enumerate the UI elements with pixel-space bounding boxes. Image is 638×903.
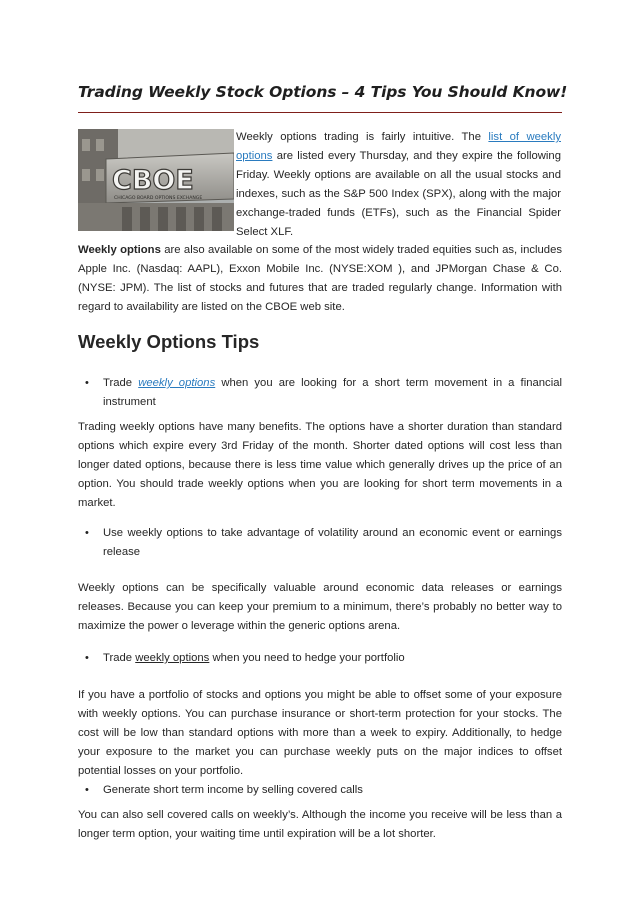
weekly-options-link[interactable]: weekly options (138, 377, 216, 389)
list-of-weekly-options-link[interactable]: list of weekly options (236, 131, 561, 162)
tip-1-post: when you are looking for a short term movement in a financial instrument (103, 377, 562, 408)
section-heading: Weekly Options Tips (78, 331, 260, 352)
tip-3-pre: Trade (103, 652, 136, 664)
tip-2-text: Use weekly options to take advantage of volatility around an economic event or earnings release (103, 527, 562, 558)
benefits-paragraph: Trading weekly options have many benefits. The options have a shorter duration than standard options which expire every 3rd Friday of the month. Shorter dated options will cost less than longer dated options, because there is less time value which generally drives up the price of an option. You should trade weekly options when you are looking for short term movements in a market. (78, 421, 562, 509)
cboe-sign-text: CBOE (112, 165, 194, 196)
intro-text-start: Weekly options trading is fairly intuitive. The (236, 131, 489, 143)
cboe-building-photo (78, 129, 234, 231)
title-underline (78, 112, 562, 113)
tip-1-text (103, 374, 562, 412)
article-title: Trading Weekly Stock Options – 4 Tips You Should Know! (78, 83, 568, 101)
volatility-paragraph: Weekly options can be specifically valuable around economic data releases or earnings releases. Because you can keep your premium to a minimum, there’s probably no better way to maximize the power o leverage within the generic options arena. (78, 582, 562, 632)
bullet-icon: • (85, 652, 89, 664)
bullet-icon: • (85, 527, 89, 539)
tip-3-text (103, 649, 562, 668)
tip-3-post: when you need to hedge your portfolio (209, 652, 405, 664)
tip-list-item-2 (78, 524, 562, 562)
hedge-paragraph: If you have a portfolio of stocks and options you might be able to offset some of your exposure with weekly options. You can purchase insurance or short-term protection for your stocks. The cost will be low than standard options with more than a week to expiry. Additionally, to hedge your exposure to the market you can purchase weekly puts on the major indices to offset potential losses on your portfolio. (78, 689, 562, 777)
tip-1-pre: Trade (103, 377, 139, 389)
covered-calls-paragraph: You can also sell covered calls on weekly’s. Although the income you receive will be less than a longer term option, your waiting time until expiration will be a lot shorter. (78, 809, 562, 840)
tip-4-text: Generate short term income by selling covered calls (103, 784, 363, 796)
intro-paragraph (236, 128, 561, 242)
cboe-sign-subtext: CHICAGO BOARD OPTIONS EXCHANGE (114, 196, 203, 201)
intro-text-end: are listed every Thursday, and they expire the following Friday. Weekly options are available on all the usual stocks and indexes, such as the S&P 500 Index (SPX), along with the major exchange-traded funds (ETFs), such as the Financial Spider Select XLF. (236, 150, 561, 238)
weekly-options-bold: Weekly options (78, 244, 161, 256)
tip-list-item-1 (78, 374, 562, 412)
tip-list-item-3 (78, 649, 562, 668)
bullet-icon: • (85, 377, 89, 389)
weekly-options-hedge-link[interactable]: weekly options (135, 652, 210, 664)
availability-text: are also available on some of the most widely traded equities such as, includes Apple Inc. (Nasdaq: AAPL), Exxon Mobile Inc. (NYSE:XOM ), and JPMorgan Chase & Co. (NYSE: JPM). The list of stocks and futures that are traded regularly change. Information with regard to availability are listed on the CBOE web site. (78, 244, 563, 313)
tip-list-item-4 (78, 781, 562, 800)
bullet-icon: • (85, 784, 89, 796)
availability-paragraph (78, 241, 562, 317)
